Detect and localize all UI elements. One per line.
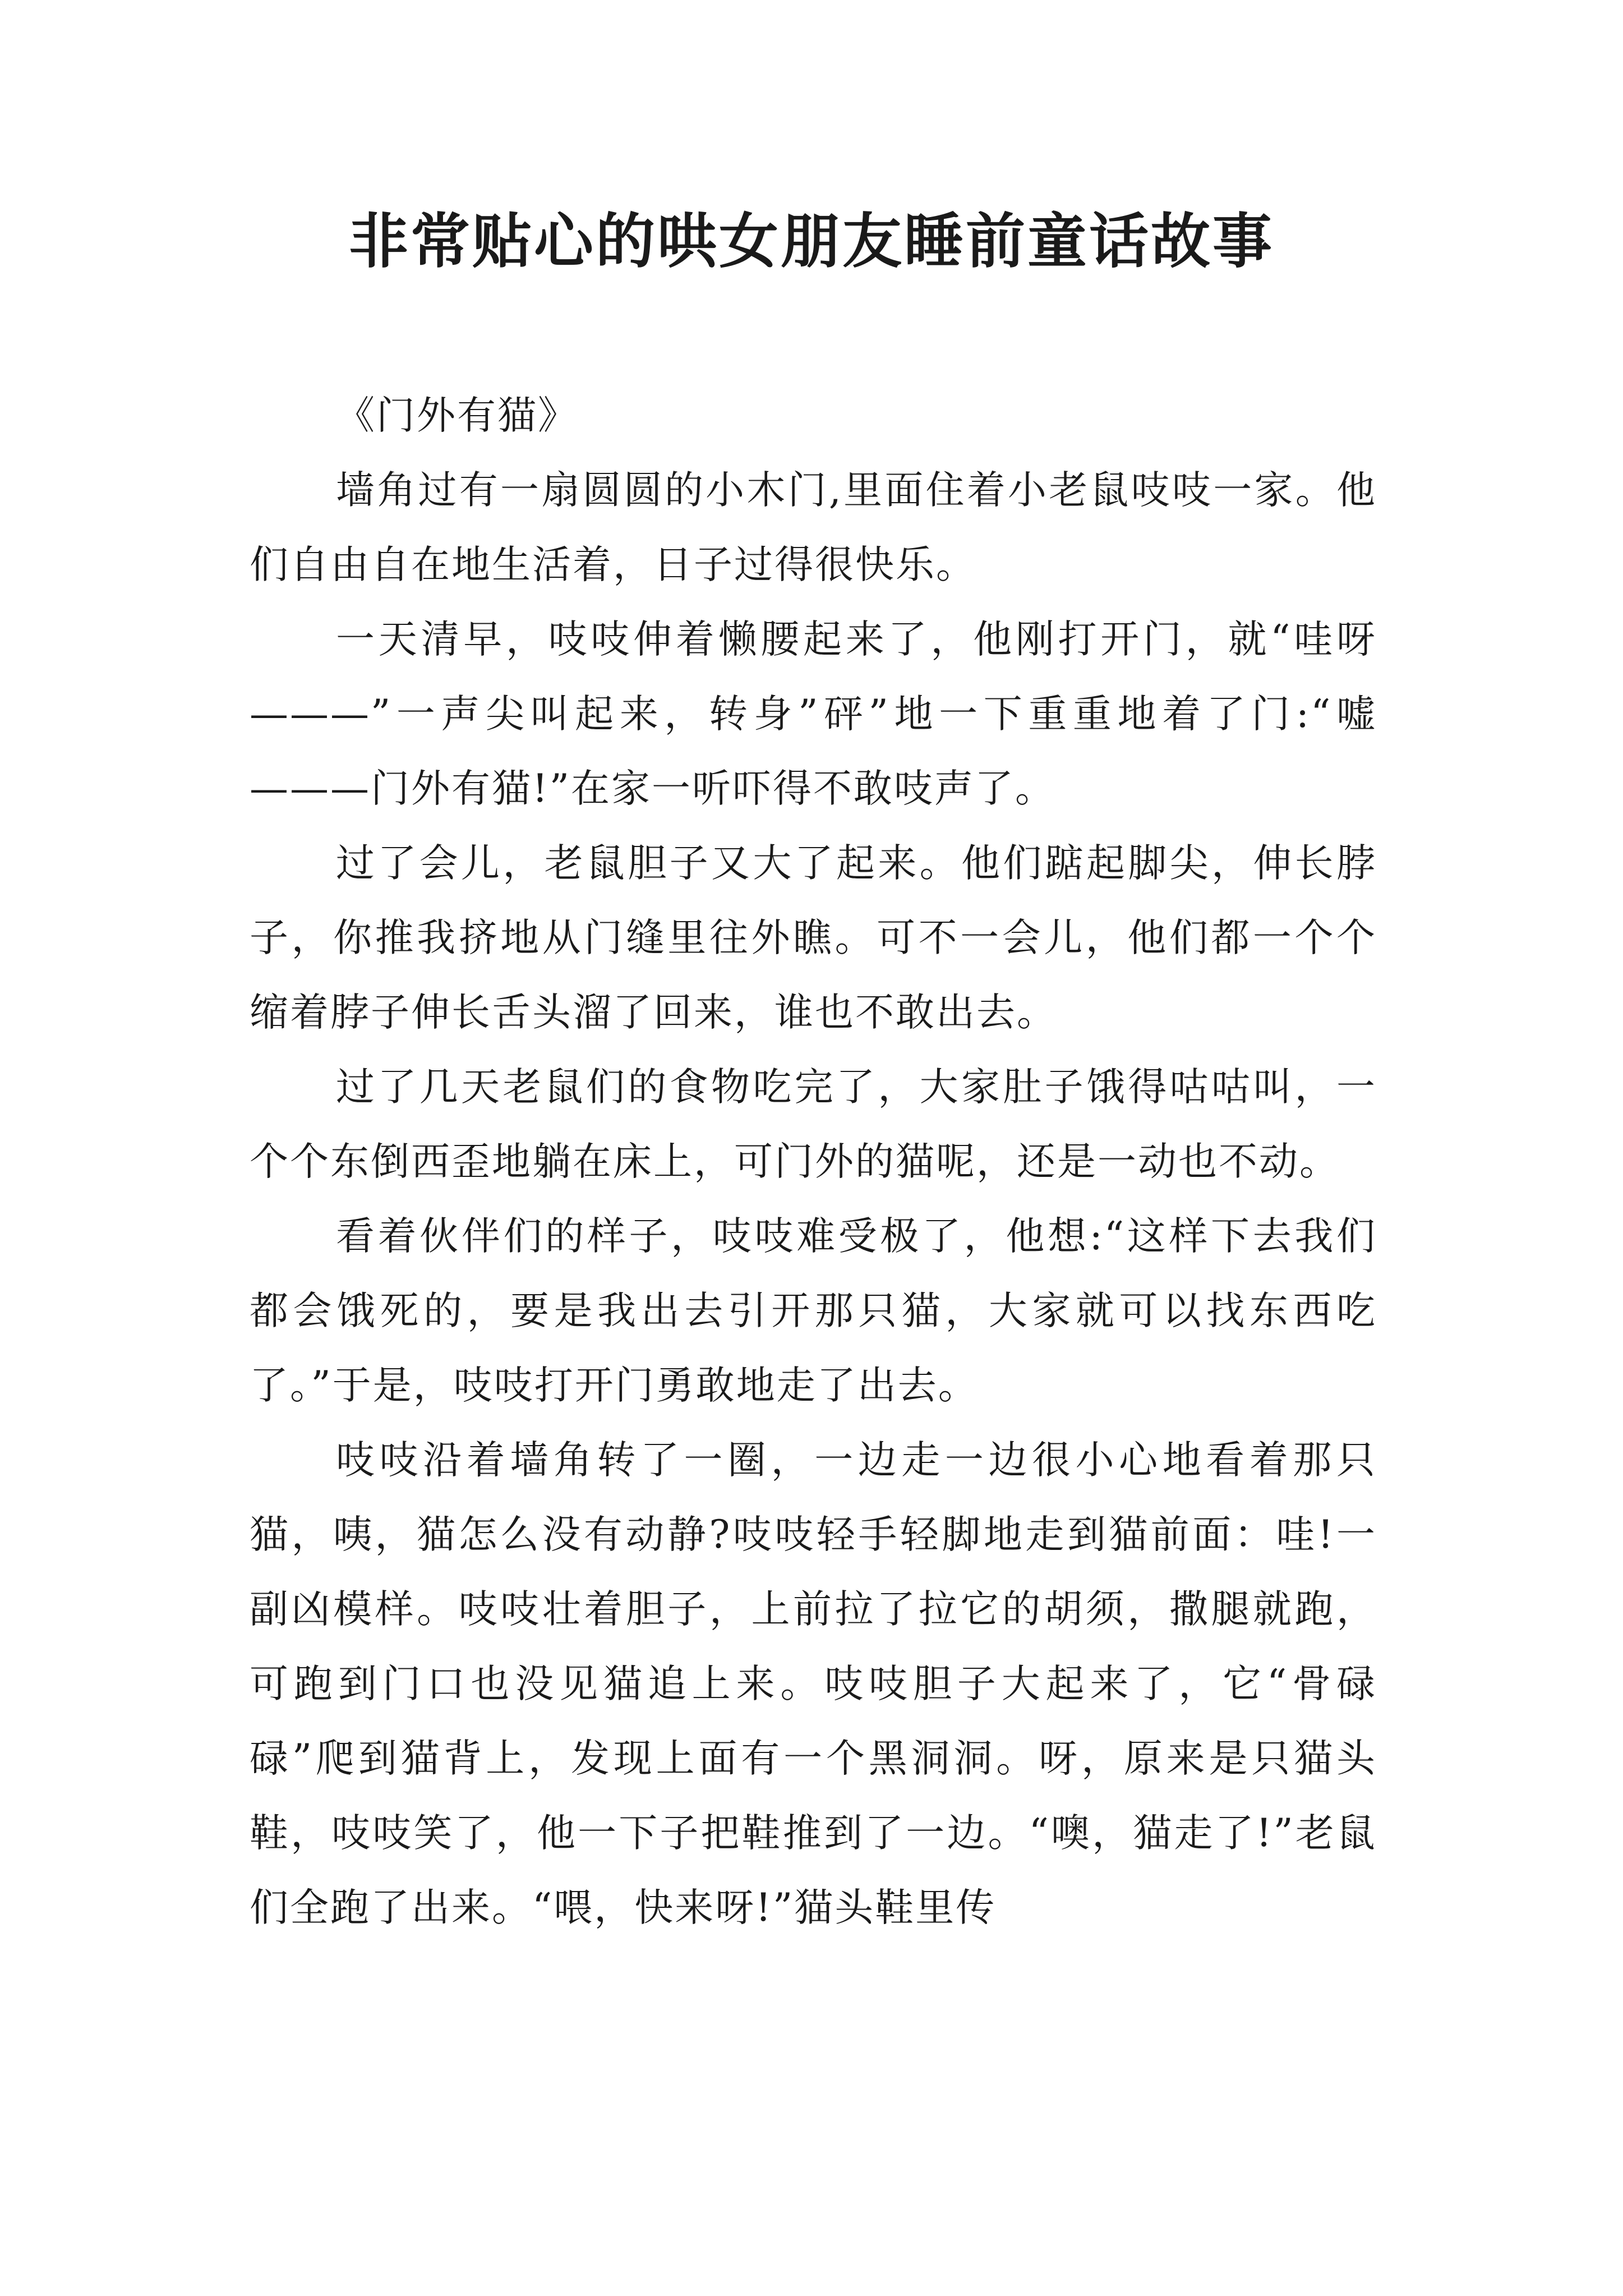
paragraph: 看着伙伴们的样子，吱吱难受极了，他想:“这样下去我们都会饿死的，要是我出去引开那只猫，大家就可以找东西吃了。”于是，吱吱打开门勇敢地走了出去。	[250, 1214, 1377, 1408]
paragraph: 一天清早，吱吱伸着懒腰起来了，他刚打开门，就“哇呀———”一声尖叫起来，转身”砰”地一下重重地着了门:“嘘———门外有猫!”在家一听吓得不敢吱声了。	[250, 617, 1377, 811]
paragraph: 墙角过有一扇圆圆的小木门,里面住着小老鼠吱吱一家。他们自由自在地生活着，日子过得很快乐。	[250, 468, 1377, 587]
paragraph: 过了会儿，老鼠胆子又大了起来。他们踮起脚尖，伸长脖子，你推我挤地从门缝里往外瞧。可不一会儿，他们都一个个缩着脖子伸长舌头溜了回来，谁也不敢出去。	[250, 841, 1377, 1035]
paragraph: 过了几天老鼠们的食物吃完了，大家肚子饿得咕咕叫，一个个东倒西歪地躺在床上，可门外的猫呢，还是一动也不动。	[250, 1065, 1377, 1184]
document-title: 非常贴心的哄女朋友睡前童话故事	[349, 206, 1274, 276]
document-body	[250, 379, 1377, 1945]
paragraph: 吱吱沿着墙角转了一圈，一边走一边很小心地看着那只猫，咦，猫怎么没有动静?吱吱轻手轻脚地走到猫前面：哇!一副凶模样。吱吱壮着胆子，上前拉了拉它的胡须，撒腿就跑，可跑到门口也没见猫追上来。吱吱胆子大起来了，它“骨碌碌”爬到猫背上，发现上面有一个黑洞洞。呀，原来是只猫头鞋，吱吱笑了，他一下子把鞋推到了一边。“噢，猫走了!”老鼠们全跑了出来。“喂，快来呀!”猫头鞋里传	[250, 1438, 1377, 1930]
story-title: 《门外有猫》	[336, 393, 578, 438]
